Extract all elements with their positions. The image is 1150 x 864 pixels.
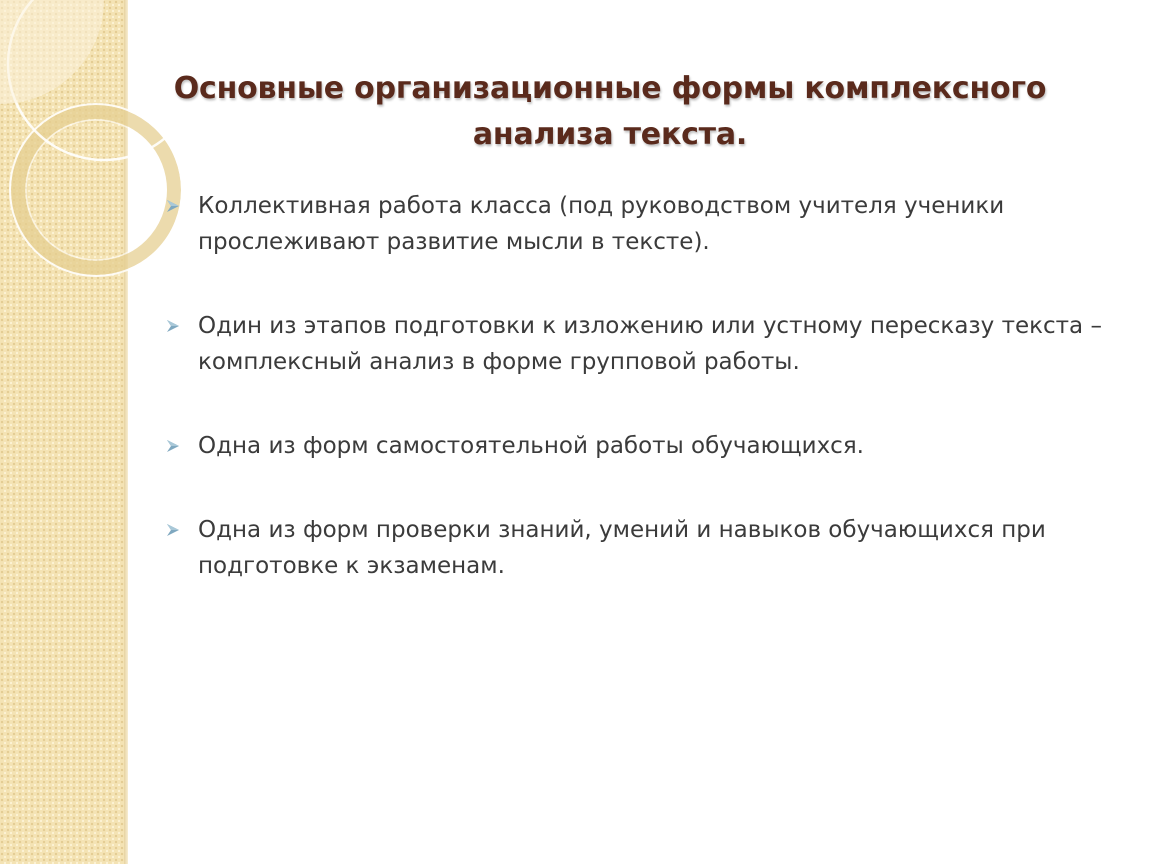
- slide-title: Основные организационные формы комплексного анализа текста.: [173, 71, 1047, 152]
- bullet-list: [160, 188, 1120, 584]
- arrow-bullet-icon: [166, 523, 180, 537]
- bullet-text: Коллективная работа класса (под руководством учителя ученики прослеживают развитие мысли в тексте).: [198, 193, 1005, 255]
- bullet-text: Одна из форм самостоятельной работы обучающихся.: [198, 433, 864, 459]
- list-item: [160, 188, 1120, 260]
- arrow-bullet-icon: [166, 319, 180, 333]
- list-item: [160, 308, 1120, 380]
- bullet-text: Одна из форм проверки знаний, умений и навыков обучающихся при подготовке к экзаменам.: [198, 517, 1046, 579]
- arrow-bullet-icon: [166, 439, 180, 453]
- list-item: [160, 512, 1120, 584]
- arrow-bullet-icon: [166, 199, 180, 213]
- bullet-text: Один из этапов подготовки к изложению или устному пересказу текста – комплексный анализ в форме групповой работы.: [198, 313, 1102, 375]
- list-item: [160, 428, 1120, 464]
